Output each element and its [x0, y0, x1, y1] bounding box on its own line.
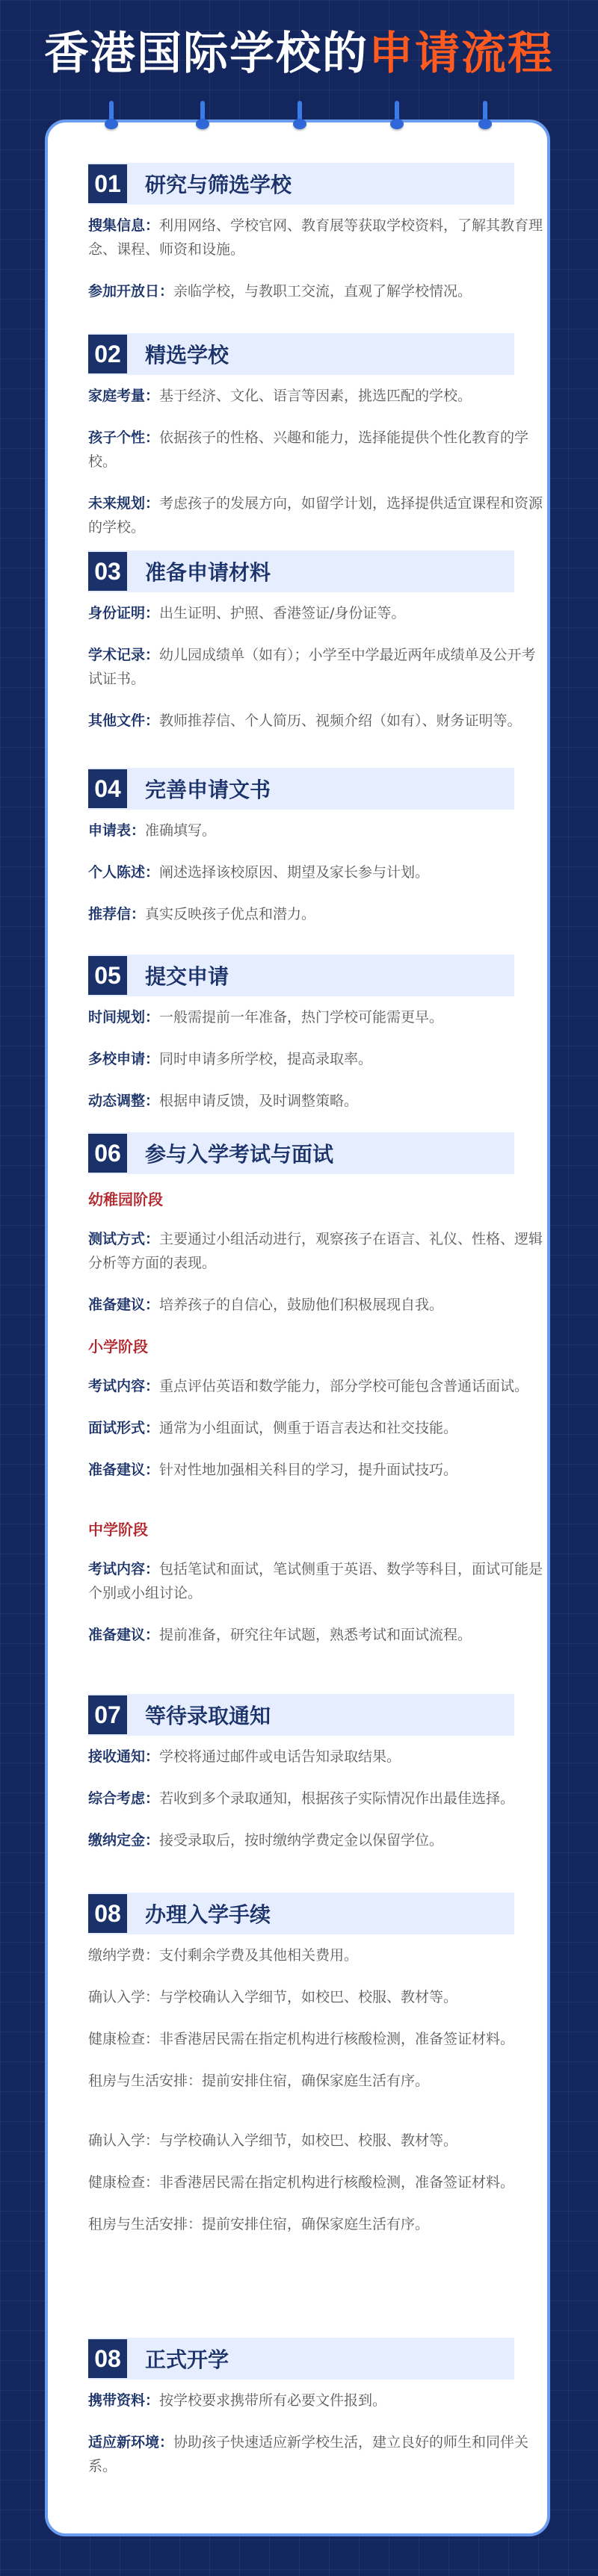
section-number: 07 [88, 1695, 127, 1734]
section-number: 06 [88, 1134, 127, 1173]
section-heading [88, 768, 514, 810]
section-title: 精选学校 [145, 343, 229, 367]
list-item: 面试形式：通常为小组面试，侧重于语言表达和社交技能。 [88, 1420, 458, 1436]
section-heading [88, 1893, 514, 1934]
pin-icon [105, 101, 118, 131]
page-header [0, 0, 598, 97]
list-item: 测试方式：主要通过小组活动进行，观察孩子在语言、礼仪、性格、逻辑分析等方面的表现。 [88, 1231, 543, 1271]
section-number: 08 [88, 1894, 127, 1933]
list-item: 接收通知：学校将通过邮件或电话告知录取结果。 [88, 1748, 401, 1765]
pin-icon [478, 101, 492, 131]
section-title: 参与入学考试与面试 [145, 1142, 334, 1167]
list-item: 综合考虑：若收到多个录取通知，根据孩子实际情况作出最佳选择。 [88, 1790, 515, 1807]
list-item: 缴纳学费：支付剩余学费及其他相关费用。 [88, 1947, 359, 1964]
list-item: 适应新环境：协助孩子快速适应新学校生活，建立良好的师生和同伴关系。 [88, 2434, 529, 2474]
list-item: 搜集信息：利用网络、学校官网、教育展等获取学校资料，了解其教育理念、课程、师资和设施。 [88, 217, 543, 258]
section-heading [88, 1132, 514, 1174]
list-item: 身份证明：出生证明、护照、香港签证/身份证等。 [88, 605, 406, 621]
page-title [0, 0, 598, 81]
section-08 [88, 1893, 514, 2254]
pin-icon [196, 101, 209, 131]
section-06 [88, 1132, 543, 1665]
section-heading [88, 550, 514, 592]
section-heading [88, 1694, 514, 1736]
section-title: 正式开学 [145, 2347, 229, 2372]
section-heading [88, 333, 514, 375]
section-04 [88, 768, 514, 944]
section-number: 01 [88, 164, 127, 203]
list-item: 申请表：准确填写。 [88, 822, 217, 839]
section-number: 03 [88, 552, 127, 591]
section-01 [88, 163, 543, 321]
list-item: 租房与生活安排：提前安排住宿，确保家庭生活有序。 [88, 2216, 430, 2232]
section-title: 研究与筛选学校 [145, 173, 292, 197]
list-item: 租房与生活安排：提前安排住宿，确保家庭生活有序。 [88, 2073, 430, 2089]
section-number: 02 [88, 335, 127, 373]
section-heading [88, 163, 514, 205]
list-item: 学术记录：幼儿园成绩单（如有）；小学至中学最近两年成绩单及公开考试证书。 [88, 647, 536, 687]
section-heading [88, 955, 514, 996]
list-item: 考试内容：重点评估英语和数学能力，部分学校可能包含普通话面试。 [88, 1378, 529, 1394]
list-item: 未来规划：考虑孩子的发展方向，如留学计划，选择提供适宜课程和资源的学校。 [88, 495, 543, 536]
list-item: 考试内容：包括笔试和面试，笔试侧重于英语、数学等科目，面试可能是个别或小组讨论。 [88, 1561, 543, 1601]
list-item: 确认入学：与学校确认入学细节，如校巴、校服、教材等。 [88, 1989, 458, 2005]
list-item: 健康检查：非香港居民需在指定机构进行核酸检测，准备签证材料。 [88, 2174, 515, 2191]
stage-subheading: 小学阶段 [88, 1338, 148, 1356]
section-number: 08 [88, 2339, 127, 2378]
stage-subheading: 幼稚园阶段 [88, 1191, 163, 1208]
section-number: 05 [88, 956, 127, 995]
section-title: 办理入学手续 [145, 1902, 271, 1927]
list-item: 家庭考量：基于经济、文化、语言等因素，挑选匹配的学校。 [88, 388, 472, 404]
pin-icon [293, 101, 306, 131]
section-title: 准备申请材料 [145, 560, 271, 585]
section-title: 提交申请 [145, 964, 229, 989]
list-item: 准备建议：针对性地加强相关科目的学习，提升面试技巧。 [88, 1462, 458, 1478]
list-item: 推荐信：真实反映孩子优点和潜力。 [88, 906, 316, 922]
list-item: 其他文件：教师推荐信、个人简历、视频介绍（如有）、财务证明等。 [88, 713, 522, 729]
title-part-white: 香港国际学校的 [44, 28, 369, 80]
binder-pins [0, 101, 598, 138]
section-02 [88, 333, 543, 557]
list-item: 缴纳定金：接受录取后，按时缴纳学费定金以保留学位。 [88, 1832, 444, 1849]
list-item: 孩子个性：依据孩子的性格、兴趣和能力，选择能提供个性化教育的学校。 [88, 429, 529, 470]
list-item: 多校申请：同时申请多所学校，提高录取率。 [88, 1051, 373, 1067]
stage-subheading: 中学阶段 [88, 1521, 148, 1539]
pin-icon [390, 101, 404, 131]
section-number: 04 [88, 769, 127, 808]
list-item: 携带资料：按学校要求携带所有必要文件报到。 [88, 2392, 387, 2409]
list-item: 时间规划：一般需提前一年准备，热门学校可能需更早。 [88, 1009, 444, 1025]
section-05 [88, 955, 514, 1131]
list-item: 健康检查：非香港居民需在指定机构进行核酸检测，准备签证材料。 [88, 2031, 515, 2047]
section-03 [88, 550, 536, 751]
list-item: 准备建议：培养孩子的自信心，鼓励他们积极展现自我。 [88, 1297, 444, 1313]
title-part-orange: 申请流程 [369, 28, 554, 80]
section-heading [88, 2338, 514, 2380]
section-title: 等待录取通知 [145, 1704, 271, 1728]
section-title: 完善申请文书 [145, 778, 271, 802]
section-07 [88, 1694, 514, 1870]
list-item: 个人陈述：阐述选择该校原因、期望及家长参与计划。 [88, 864, 430, 881]
list-item: 参加开放日：亲临学校，与教职工交流，直观了解学校情况。 [88, 283, 472, 300]
list-item: 动态调整：根据申请反馈，及时调整策略。 [88, 1093, 359, 1109]
list-item: 确认入学：与学校确认入学细节，如校巴、校服、教材等。 [88, 2132, 458, 2149]
section-09 [88, 2338, 529, 2496]
list-item: 准备建议：提前准备，研究往年试题，熟悉考试和面试流程。 [88, 1627, 472, 1643]
